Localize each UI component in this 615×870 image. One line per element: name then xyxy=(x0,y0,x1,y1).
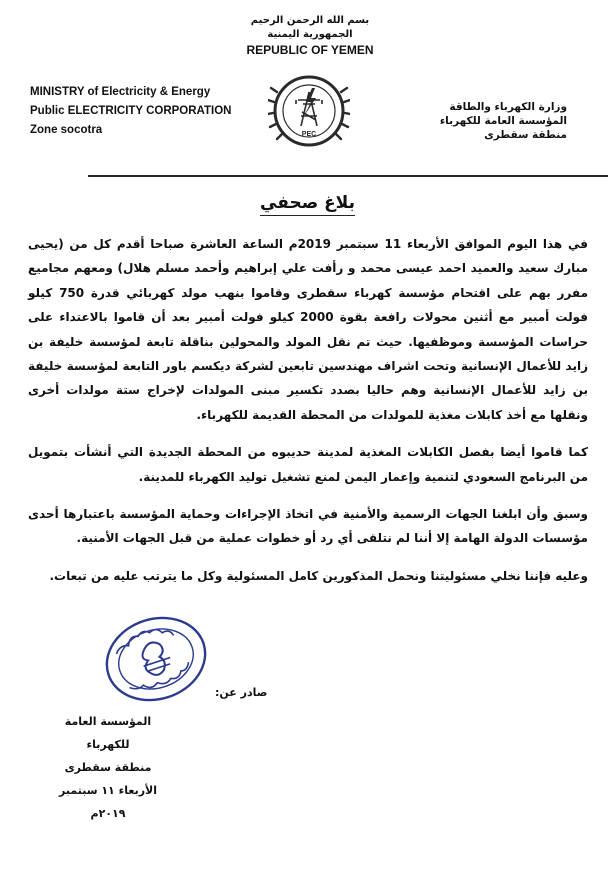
issuer-zone: منطقة سقطرى xyxy=(64,761,152,774)
issued-by-label: صادر عن: xyxy=(215,686,268,699)
logo-letters: PEC xyxy=(301,131,317,138)
zone-name-ar: منطقة سقطرى xyxy=(484,129,567,141)
header-center xyxy=(215,14,405,58)
paragraph-1: في هذا اليوم الموافق الأربعاء 11 سبتمبر 2019م الساعة العاشرة صباحا أقدم كل من (يحيى مبارك سعيد والعميد احمد عيسى محمد و رأفت علي إبراهيم وأحمد مسلم هلال) ومعهم مجاميع مفرر بهم على اقتحام مؤسسة كهرباء سقطرى وقاموا بنهب مولد كهربائي قدرة 750 كيلو فولت أمبير مع أثنين محولات رافعة بقوة 2000 كيلو فولت أمبير بعد أن قاموا بالاعتداء على حراسات المؤسسة وموظفيها. حيث تم نقل المولد والمحولين بناقلة تابعة لمؤسسة خليفة بن زايد للأعمال الإنسانية وتحت اشراف مهندسين تابعين لشركة ديكسم باور التابعة لمؤسسة خليفة بن زايد للأعمال الإنسانية وهم حاليا بصدد تكسير مبنى المولدات لإخراج ستة مولدات أخرى ونقلها مع أخذ كابلات مغذية للمولدات من المحطة القديمة للكهرباء. xyxy=(28,237,588,422)
issuer-organization: المؤسسة العامة للكهرباء xyxy=(64,715,152,751)
official-stamp-icon xyxy=(100,612,212,707)
header-left-english xyxy=(30,83,231,140)
paragraph-2: كما قاموا أيضا بفصل الكابلات المغذية لمدينة حديبوه من المحطة الجديدة التي أنشأت بتمويل من البرنامج السعودي لتنمية وإعمار اليمن لمنع تشغيل توليد الكهرباء للمدينة. xyxy=(28,445,588,484)
corporation-name-en: Public ELECTRICITY CORPORATION xyxy=(30,105,232,117)
document-title xyxy=(0,193,615,213)
zone-name-en: Zone socotra xyxy=(30,124,103,136)
title-text: بلاغ صحفي xyxy=(260,193,355,216)
corporation-name-ar: المؤسسة العامة للكهرباء xyxy=(439,115,567,127)
header-divider xyxy=(88,175,608,177)
corporation-logo-icon xyxy=(268,70,350,152)
bismillah: بسم الله الرحمن الرحيم xyxy=(250,15,370,26)
republic-english: REPUBLIC OF YEMEN xyxy=(246,43,374,57)
ministry-name-en: MINISTRY of Electricity & Energy xyxy=(30,86,211,98)
ministry-name-ar: وزارة الكهرباء والطاقة xyxy=(449,101,567,113)
document-body xyxy=(28,232,588,588)
header-right-arabic xyxy=(440,100,567,142)
republic-arabic: الجمهورية اليمنية xyxy=(267,29,353,40)
issue-date: الأربعاء ١١ سبتمبر ٢٠١٩م xyxy=(59,784,157,820)
paragraph-4: وعليه فإننا نخلي مسئوليتنا ونحمل المذكورين كامل المسئولية وكل ما يترتب عليه من تبعات. xyxy=(49,568,588,583)
paragraph-3: وسبق وأن ابلغنا الجهات الرسمية والأمنية في اتخاذ الإجراءات وحماية المؤسسة باعتبارها أحدى مؤسسات الدولة الهامة إلا أننا لم نتلقى أي رد أو خطوات عملية من قبل الجهات الأمنية. xyxy=(28,507,588,546)
signature-block xyxy=(58,710,158,825)
